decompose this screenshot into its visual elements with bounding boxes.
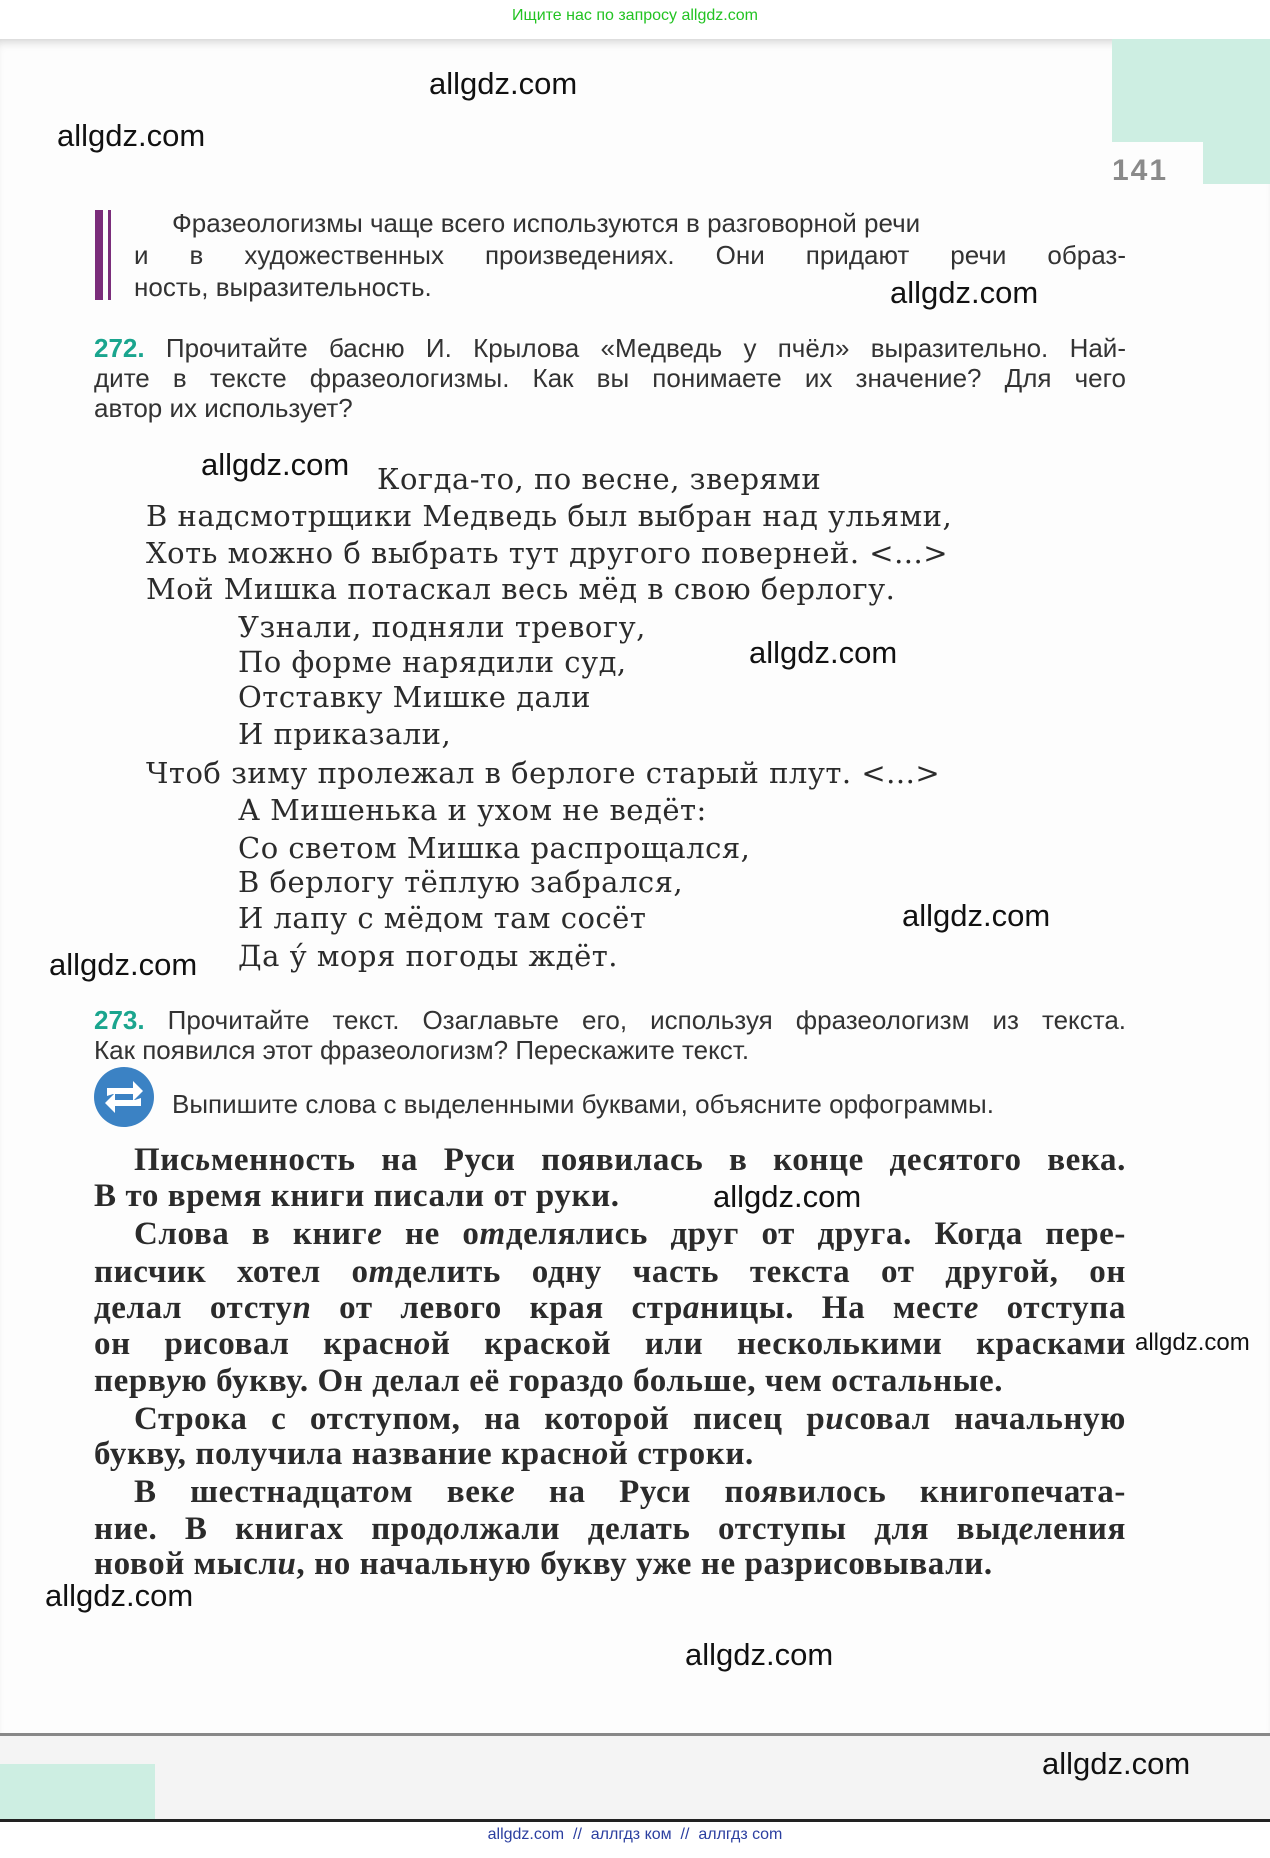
highlighted-letter: п bbox=[292, 1290, 312, 1326]
text-segment: ные. bbox=[933, 1363, 1004, 1399]
text-segment: м век bbox=[390, 1474, 501, 1510]
poem-line: Хоть можно б выбрать тут другого поверней. <...> bbox=[146, 536, 949, 570]
watermark: allgdz.com bbox=[1135, 1329, 1250, 1356]
text-segment: лжали делать отступы для выд bbox=[460, 1511, 1019, 1547]
highlighted-letter: е bbox=[963, 1290, 979, 1326]
highlighted-letter: и bbox=[825, 1401, 845, 1437]
poem-line: Со светом Мишка распрощался, bbox=[238, 831, 751, 865]
text-segment: на Руси по bbox=[515, 1474, 762, 1510]
exercise-text: Прочитайте текст. Озаглавьте его, используя фразеологизм из текста. bbox=[167, 1005, 1126, 1035]
prose-line bbox=[94, 1511, 1126, 1548]
text-segment: Пис bbox=[134, 1142, 196, 1178]
text-segment: ницы. На мест bbox=[700, 1290, 964, 1326]
highlighted-letter: о bbox=[443, 1511, 461, 1547]
watermark: allgdz.com bbox=[201, 447, 350, 482]
poem-line: В надсмотрщики Медведь был выбран над ульями, bbox=[146, 499, 953, 533]
highlighted-letter: е bbox=[1018, 1511, 1034, 1547]
text-segment: новой мысл bbox=[94, 1546, 278, 1582]
text-segment: , но начальную букву уже не разрисовывали. bbox=[296, 1546, 993, 1582]
prose-line bbox=[94, 1290, 1126, 1327]
next-page-tab bbox=[0, 1764, 155, 1819]
prose-line bbox=[134, 1216, 1126, 1253]
rule-line: и в художественных произведениях. Они придают речи образ- bbox=[134, 240, 1126, 270]
page-number: 141 bbox=[1112, 154, 1169, 187]
watermark: allgdz.com bbox=[902, 898, 1051, 933]
highlighted-letter: о bbox=[591, 1436, 609, 1472]
prose-line bbox=[134, 1401, 1126, 1438]
rule-line: ность, выразительность. bbox=[134, 272, 432, 302]
highlighted-letter: о bbox=[413, 1326, 431, 1362]
text-segment: вилось книгопечата- bbox=[778, 1474, 1126, 1510]
highlighted-letter: и bbox=[277, 1546, 297, 1582]
exercise-272-line bbox=[94, 333, 1126, 364]
text-segment: й строки. bbox=[608, 1436, 754, 1472]
watermark: allgdz.com bbox=[749, 635, 898, 670]
rule-bar-thin bbox=[108, 210, 111, 300]
text-segment: делить одну часть текста от другой, он bbox=[394, 1254, 1127, 1290]
task-text: Выпишите слова с выделенными буквами, объясните орфограммы. bbox=[172, 1089, 994, 1119]
exercise-text: Прочитайте басню И. Крылова «Медведь у пчёл» выразительно. Най- bbox=[165, 333, 1126, 363]
prose-line bbox=[94, 1326, 1126, 1363]
top-banner[interactable]: Ищите нас по запросу allgdz.com bbox=[0, 0, 1270, 39]
poem-line: Узнали, подняли тревогу, bbox=[238, 610, 646, 644]
poem-line: А Мишенька и ухом не ведёт: bbox=[238, 793, 707, 827]
poem-line: И лапу с мёдом там сосёт bbox=[238, 901, 647, 935]
text-segment: ние. В книгах прод bbox=[94, 1511, 444, 1547]
text-segment: й краской или несколькими красками bbox=[430, 1326, 1126, 1362]
poem-line: Отставку Мишке дали bbox=[238, 680, 592, 714]
highlighted-letter: а bbox=[682, 1290, 701, 1326]
highlighted-letter: о bbox=[373, 1474, 391, 1510]
corner-tab-lower bbox=[1203, 142, 1270, 184]
text-segment: ления bbox=[1033, 1511, 1126, 1547]
highlighted-letter: ь bbox=[917, 1363, 934, 1399]
poem-line: В берлогу тёплую забрался, bbox=[238, 865, 684, 899]
text-segment: он рисовал красн bbox=[94, 1326, 414, 1362]
poem-line: Чтоб зиму пролежал в берлоге старый плут. <...> bbox=[146, 756, 941, 790]
highlighted-letter: е bbox=[367, 1216, 383, 1252]
text-segment: отступа bbox=[978, 1290, 1126, 1326]
highlighted-letter: т bbox=[368, 1254, 395, 1290]
exercise-272-line: автор их использует? bbox=[94, 393, 353, 423]
text-segment: букву, получила название красн bbox=[94, 1436, 592, 1472]
divider bbox=[0, 1819, 1270, 1822]
text-segment: Слова в книг bbox=[134, 1216, 368, 1252]
prose-line bbox=[94, 1178, 620, 1215]
watermark: allgdz.com bbox=[713, 1179, 862, 1214]
poem-line: Да у́ моря погоды ждёт. bbox=[238, 939, 619, 973]
poem-line: Мой Мишка потаскал весь мёд в свою берлогу. bbox=[146, 572, 896, 606]
poem-line: Когда-то, по весне, зверями bbox=[377, 462, 822, 496]
watermark: allgdz.com bbox=[685, 1637, 834, 1672]
text-segment: не о bbox=[382, 1216, 480, 1252]
highlighted-letter: т bbox=[479, 1216, 506, 1252]
text-segment: В то время книги писали от руки. bbox=[94, 1178, 620, 1214]
watermark: allgdz.com bbox=[429, 66, 578, 101]
watermark: allgdz.com bbox=[57, 118, 206, 153]
prose-line bbox=[94, 1254, 1126, 1291]
highlighted-letter: ь bbox=[195, 1142, 211, 1178]
prose-line bbox=[94, 1436, 754, 1473]
text-segment: делал отсту bbox=[94, 1290, 293, 1326]
rule-bar bbox=[95, 210, 103, 300]
highlighted-letter: е bbox=[500, 1474, 516, 1510]
prose-line bbox=[94, 1363, 1003, 1400]
prose-line bbox=[134, 1142, 1126, 1179]
rule-line: Фразеологизмы чаще всего используются в разговорной речи bbox=[172, 208, 921, 238]
exercise-273-line: Как появился этот фразеологизм? Перескажите текст. bbox=[94, 1035, 750, 1065]
poem-line: По форме нарядили суд, bbox=[238, 645, 627, 679]
prose-line bbox=[134, 1474, 1126, 1511]
watermark: allgdz.com bbox=[890, 275, 1039, 310]
footer-links[interactable]: allgdz.com // аллгдз ком // аллгдз com bbox=[487, 1826, 783, 1843]
watermark: allgdz.com bbox=[45, 1578, 194, 1613]
exercise-273-line bbox=[94, 1005, 1126, 1036]
watermark: allgdz.com bbox=[49, 947, 198, 982]
text-segment: писчик хотел о bbox=[94, 1254, 369, 1290]
text-segment: делялись друг от друга. Когда пере- bbox=[505, 1216, 1126, 1252]
text-segment: В шестнадцат bbox=[134, 1474, 374, 1510]
exercise-number: 273. bbox=[94, 1005, 145, 1035]
text-segment: совал начальную bbox=[844, 1401, 1127, 1437]
poem-line: И приказали, bbox=[238, 717, 452, 751]
prose-line bbox=[94, 1546, 993, 1583]
corner-tab bbox=[1112, 39, 1270, 142]
highlighted-letter: я bbox=[761, 1474, 779, 1510]
text-segment: от левого края стр bbox=[311, 1290, 683, 1326]
exercise-number: 272. bbox=[94, 333, 145, 363]
exercise-272-line: дите в тексте фразеологизмы. Как вы понимаете их значение? Для чего bbox=[94, 363, 1126, 393]
highlighted-letter: у bbox=[166, 1363, 182, 1399]
repeat-arrows-icon bbox=[93, 1066, 155, 1128]
watermark: allgdz.com bbox=[1042, 1746, 1191, 1781]
text-segment: ю букву. Он делал её гораздо больше, чем остал bbox=[181, 1363, 918, 1399]
text-segment: Строка с отступом, на которой писец р bbox=[134, 1401, 826, 1437]
text-segment: перв bbox=[94, 1363, 167, 1399]
text-segment: менность на Руси появилась в конце десятого века. bbox=[210, 1142, 1126, 1178]
